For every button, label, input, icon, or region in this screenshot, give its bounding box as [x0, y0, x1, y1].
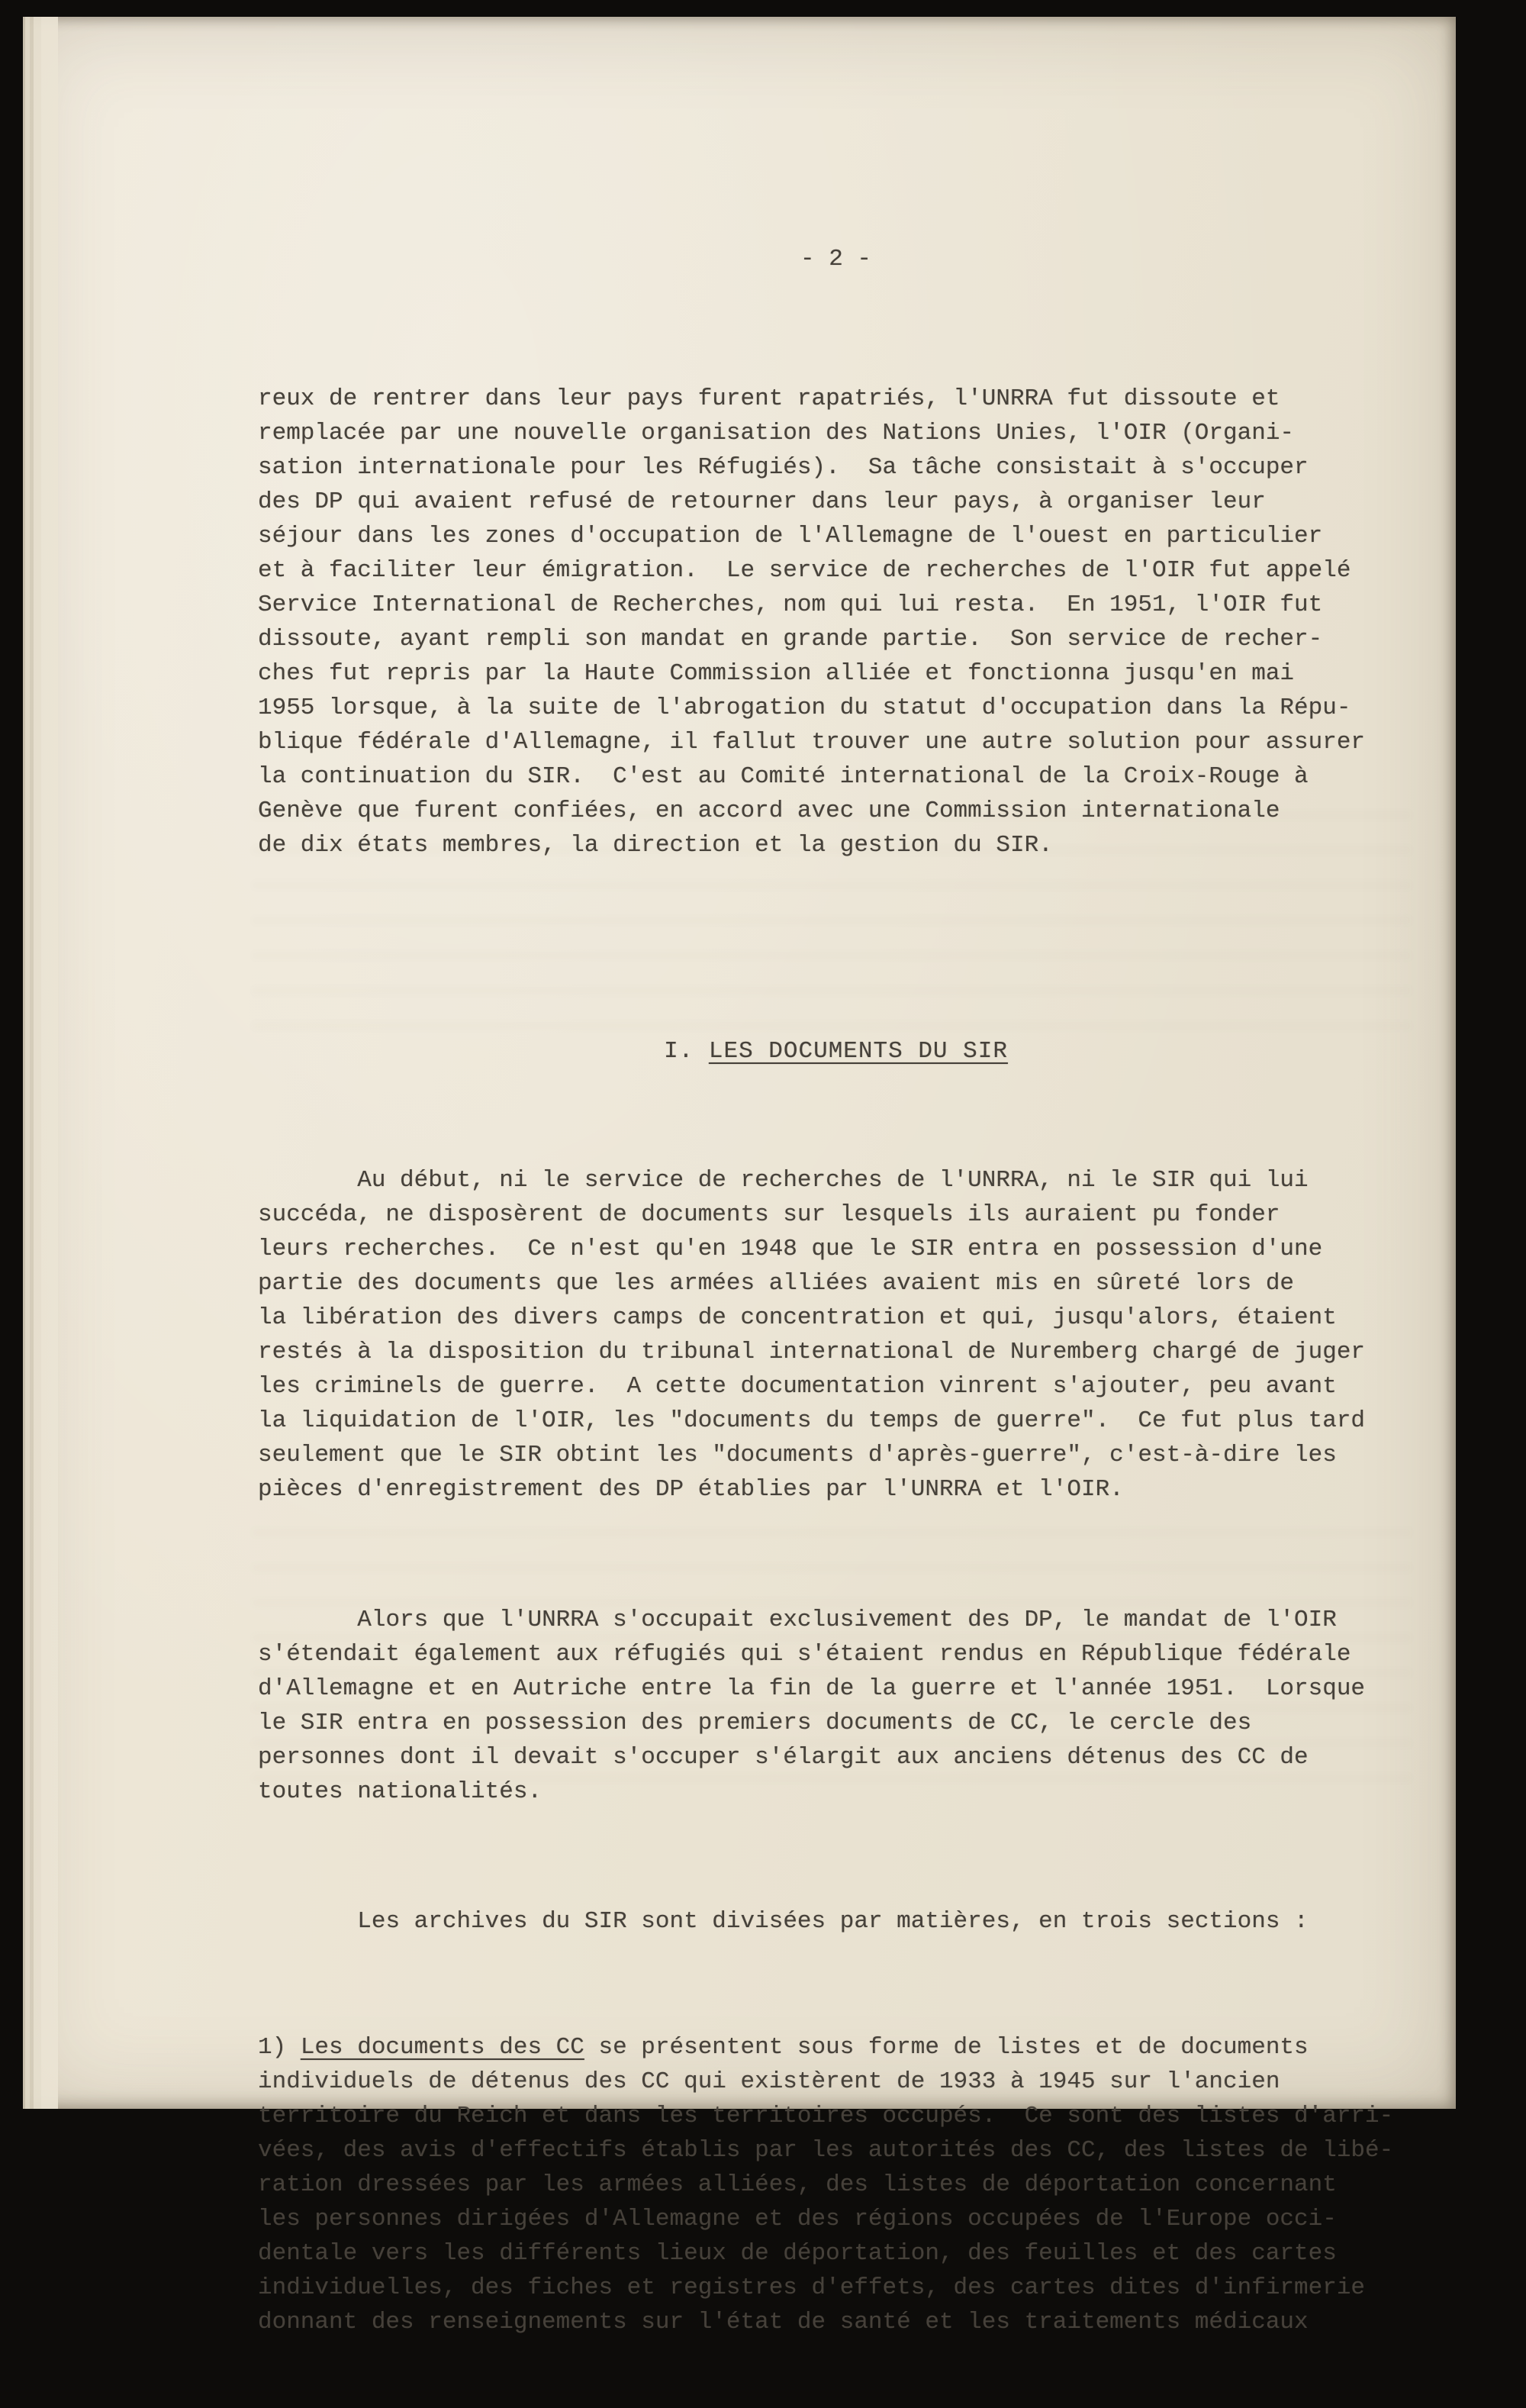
paragraph-2: Au début, ni le service de recherches de l'UNRRA, ni le SIR qui lui succéda, ne disposèrent de documents sur lesquels ils auraient pu fonder leurs recherches. Ce n'est qu'en 1948 que le SIR entra en possession d'une partie des documents que les armées alliées avaient mis en sûreté lors de la libération des divers camps de concentration et qui, jusqu'alors, étaient restés à la disposition du tribunal international de Nuremberg chargé de juger les criminels de guerre. A cette documentation vinrent s'ajouter, peu avant la liquidation de l'OIR, les "documents du temps de guerre". Ce fut plus tard seulement que le SIR obtint les "documents d'après-guerre", c'est-à-dire les pièces d'enregistrement des DP établies par l'UNRRA et l'OIR. [258, 1167, 1366, 1503]
paragraph-1: reux de rentrer dans leur pays furent rapatriés, l'UNRRA fut dissoute et remplacée par une nouvelle organisation des Nations Unies, l'OIR (Organi- sation internationale pour les Réfugiés). Sa tâche consistait à s'occuper des DP qui avaient refusé de retourner dans leur pays, à organiser leur séjour dans les zones d'occupation de l'Allemagne de l'ouest en particulier et à faciliter leur émigration. Le service de recherches de l'OIR fut appelé Service International de Recherches, nom qui lui resta. En 1951, l'OIR fut dissoute, ayant rempli son mandat en grande partie. Son service de recher- ches fut repris par la Haute Commission alliée et fonctionna jusqu'en mai 1955 lorsque, à la suite de l'abrogation du statut d'occupation dans la Répu- blique fédérale d'Allemagne, il fallut trouver une autre solution pour assurer la continuation du SIR. C'est au Comité international de la Croix-Rouge à Genève que furent confiées, en accord avec une Commission internationale de dix états membres, la direction et la gestion du SIR. [258, 385, 1366, 859]
paragraph-3: Alors que l'UNRRA s'occupait exclusivement des DP, le mandat de l'OIR s'étendait également aux réfugiés qui s'étaient rendus en République fédérale d'Allemagne et en Autriche entre la fin de la guerre et l'année 1951. Lorsque le SIR entra en possession des premiers documents de CC, le cercle des personnes dont il devait s'occuper s'élargit aux anciens détenus des CC de toutes nationalités. [258, 1607, 1366, 1805]
list-item-lead: Les documents des CC [300, 2034, 584, 2061]
page-number: - 2 - [800, 246, 871, 272]
page-content [258, 17, 1414, 2408]
document-page [23, 17, 1456, 2335]
page-stack-edge [23, 17, 58, 2109]
section-title: LES DOCUMENTS DU SIR [708, 1038, 1008, 1065]
list-item-text: se présentent sous forme de listes et de documents individuels de détenus des CC qui existèrent de 1933 à 1945 sur l'ancien territoire du Reich et dans les territoires occupés. Ce sont des listes d'arri- vées, des avis d'effectifs établis par les autorités des CC, des listes de libé- ration dressées par les armées alliées, des listes de déportation concernant les personnes dirigées d'Allemagne et des régions occupées de l'Europe occi- dentale vers les différents lieux de déportation, des feuilles et des cartes individuelles, des fiches et registres d'effets, des cartes dites d'infirmerie donnant des renseignements sur l'état de santé et les traitements médicaux [258, 2034, 1394, 2335]
section-numeral: I. [664, 1038, 709, 1065]
list-item-marker: 1) [258, 2034, 301, 2061]
section-heading [258, 1034, 1414, 1069]
paragraph-4: Les archives du SIR sont divisées par matières, en trois sections : [258, 1908, 1309, 1935]
list-item-1 [258, 2030, 1414, 2339]
